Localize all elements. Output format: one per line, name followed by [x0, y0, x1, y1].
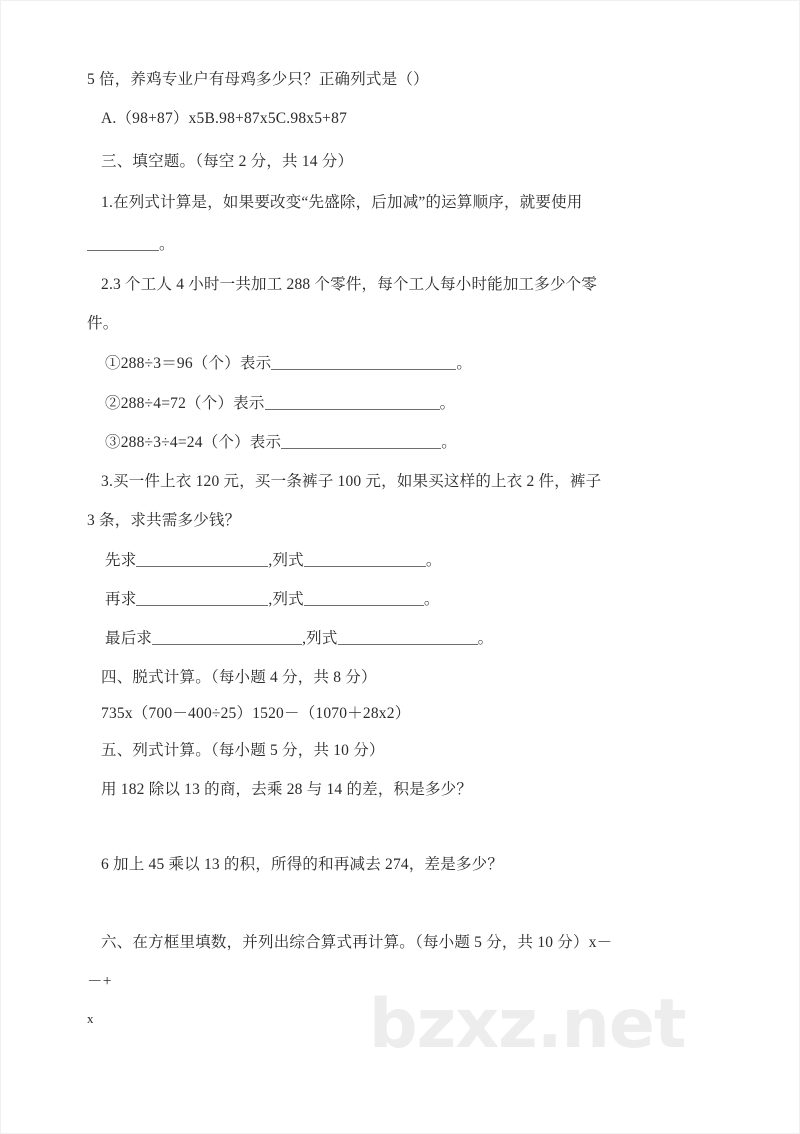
fill-in-3-step-first-mid: ,列式	[268, 552, 304, 569]
fill-in-3-step-last-mid: ,列式	[302, 630, 338, 647]
fill-in-2-sub-c-expression: ③288÷3÷4=24（个）表示	[105, 434, 282, 451]
fill-in-2-sub-a-expression: ①288÷3＝96（个）表示	[105, 355, 272, 372]
section-3-heading: 三、填空题。（每空 2 分，共 14 分）	[101, 153, 354, 170]
fill-in-3-step-last-label: 最后求	[105, 630, 153, 647]
answer-blank[interactable]	[304, 592, 424, 606]
question-2-tail: 5 倍，养鸡专业户有母鸡多少只？正确列式是（）	[87, 71, 429, 88]
answer-blank[interactable]	[87, 237, 159, 251]
fill-in-3-step-second-mid: ,列式	[268, 591, 304, 608]
fill-in-3-step-last-period: 。	[477, 630, 494, 647]
fill-in-2-sub-c-period: 。	[441, 434, 457, 451]
fill-in-3-step-first-label: 先求	[105, 552, 137, 569]
section-6-line-3: x	[87, 1011, 94, 1026]
answer-blank[interactable]	[338, 631, 478, 645]
answer-blank[interactable]	[271, 356, 456, 370]
section-5-question-2: 6 加上 45 乘以 13 的积，所得的和再减去 274，差是多少？	[101, 856, 504, 873]
answer-blank[interactable]	[281, 435, 441, 449]
section-5-heading: 五、列式计算。（每小题 5 分，共 10 分）	[101, 742, 385, 759]
fill-in-1-line-2	[87, 232, 175, 254]
fill-in-3-step-second-label: 再求	[105, 591, 137, 608]
answer-blank[interactable]	[265, 396, 440, 410]
section-4-problems: 735x（700－400÷25）1520－（1070＋28x2）	[101, 705, 411, 722]
section-4-heading: 四、脱式计算。（每小题 4 分，共 8 分）	[101, 669, 377, 686]
question-2-options: A.（98+87）x5B.98+87x5C.98x5+87	[101, 110, 348, 127]
fill-in-2-sub-b-expression: ②288÷4=72（个）表示	[105, 395, 265, 412]
fill-in-3-line-2: 3 条，求共需多少钱？	[87, 512, 241, 529]
answer-blank[interactable]	[136, 553, 268, 567]
fill-in-3-line-1: 3.买一件上衣 120 元，买一条裤子 100 元，如果买这样的上衣 2 件，裤子	[101, 473, 602, 490]
fill-in-2-sub-a	[105, 351, 472, 373]
fill-in-1-line-1: 1.在列式计算是，如果要改变“先盛除，后加减”的运算顺序，就要使用	[101, 194, 583, 211]
fill-in-3-step-first-period: 。	[425, 552, 442, 569]
answer-blank[interactable]	[152, 631, 302, 645]
fill-in-2-line-2: 件。	[87, 315, 119, 332]
fill-in-1-period: 。	[159, 236, 175, 253]
answer-blank[interactable]	[304, 553, 426, 567]
fill-in-3-step-first	[105, 548, 442, 570]
fill-in-2-sub-b-period: 。	[439, 395, 456, 412]
fill-in-3-step-second-period: 。	[423, 591, 440, 608]
fill-in-3-step-last	[105, 626, 493, 648]
fill-in-2-sub-c	[105, 430, 457, 452]
answer-blank[interactable]	[136, 592, 268, 606]
fill-in-2-sub-a-period: 。	[456, 355, 473, 372]
section-5-question-1: 用 182 除以 13 的商，去乘 28 与 14 的差，积是多少？	[101, 781, 473, 798]
site-watermark: bzxz.net	[369, 985, 686, 1064]
section-6-line-2: －+	[87, 973, 112, 990]
fill-in-2-sub-b	[105, 391, 455, 413]
fill-in-3-step-second	[105, 587, 440, 609]
fill-in-2-line-1: 2.3 个工人 4 小时一共加工 288 个零件，每个工人每小时能加工多少个零	[101, 276, 598, 293]
section-6-heading: 六、在方框里填数，并列出综合算式再计算。（每小题 5 分，共 10 分）x－	[101, 934, 613, 951]
